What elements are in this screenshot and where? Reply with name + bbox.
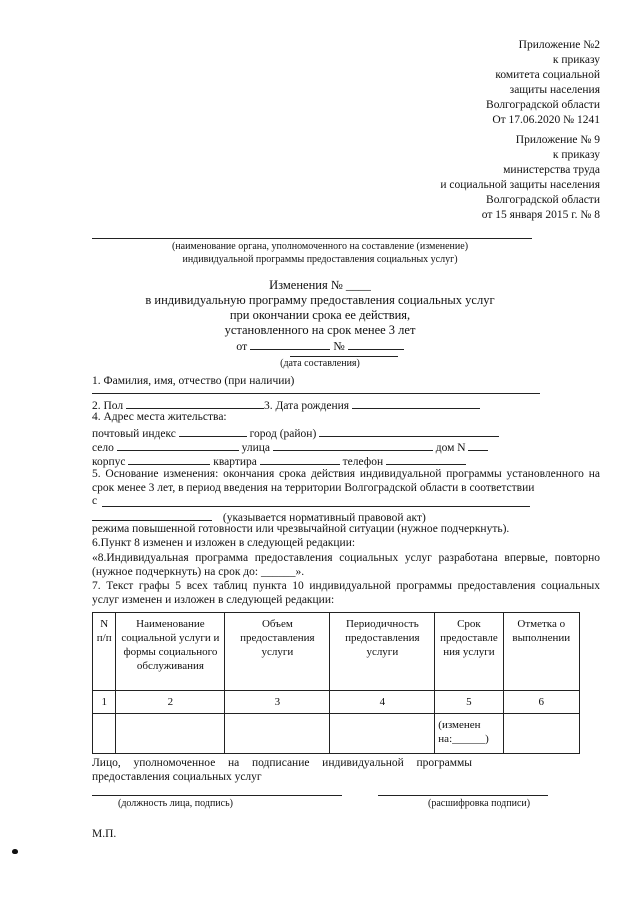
act-field[interactable] — [92, 509, 212, 521]
title-line: Изменения № ____ — [269, 278, 371, 292]
table-cell: 6 — [503, 691, 579, 714]
appendix-line: и социальной защиты населения — [440, 179, 600, 191]
bullet-mark — [12, 849, 18, 854]
changed-cell[interactable]: (изменен на:______) — [435, 714, 503, 754]
from-label: от — [236, 339, 248, 353]
act-row — [92, 509, 426, 524]
item-7-text: 7. Текст графы 5 всех таблиц пункта 10 индивидуальной программы предоставления социальных услуг изменен и изложен в следующей редакции: — [92, 580, 600, 606]
phone-label: телефон — [342, 456, 384, 468]
city-field[interactable] — [319, 425, 499, 437]
table-cell: 5 — [435, 691, 503, 714]
appendix-line: комитета социальной — [495, 69, 600, 81]
postcode-field[interactable] — [179, 425, 247, 437]
table-cell[interactable] — [225, 714, 330, 754]
appendix-line: министерства труда — [503, 164, 600, 176]
document-title — [0, 278, 640, 338]
sign-caption-right: (расшифровка подписи) — [428, 798, 531, 809]
appendix-9-block — [440, 133, 600, 223]
street-field[interactable] — [273, 439, 433, 451]
org-name-line[interactable] — [92, 238, 532, 239]
stamp-place: М.П. — [92, 828, 117, 840]
table-cell: 3 — [225, 691, 330, 714]
date-caption: (дата составления) — [280, 358, 360, 369]
table-header-cell: Срок предоставле ния услуги — [435, 613, 503, 691]
building-field[interactable] — [128, 453, 210, 465]
item-8-quote: «8.Индивидуальная программа предоставления социальных услуг разработана впервые, повторно (нужное подчеркнуть) на срок до: ______». — [92, 552, 600, 578]
title-line: при окончании срока ее действия, — [229, 308, 411, 322]
appendix-line: От 17.06.2020 № 1241 — [492, 114, 600, 126]
appendix-line: Приложение №2 — [518, 39, 600, 51]
birth-field[interactable] — [352, 397, 480, 409]
item-5-text: 5. Основание изменения: окончания срока действия индивидуальной программы установленного на срок менее 3 лет, в период введения на территории Волгоградской области в соответствии — [92, 468, 600, 494]
address-label: 4. Адрес места жительства: — [92, 411, 227, 423]
title-line: установленного на срок менее 3 лет — [224, 323, 416, 337]
house-field[interactable] — [468, 439, 488, 451]
appendix-line: от 15 января 2015 г. № 8 — [481, 209, 600, 221]
appendix-line: к приказу — [552, 149, 600, 161]
table-cell[interactable] — [330, 714, 435, 754]
birth-label: 3. Дата рождения — [264, 400, 350, 412]
date-number-row — [0, 338, 640, 354]
sex-field[interactable] — [126, 397, 264, 409]
table-header-cell: Наименование социальной услуги и формы социального обслуживания — [116, 613, 225, 691]
apartment-label: квартира — [213, 456, 257, 468]
act-caption: (указывается нормативный правовой акт) — [222, 512, 426, 524]
position-signature-line[interactable] — [92, 795, 342, 796]
signer-text: Лицо, уполномоченное на подписание индивидуальной программы предоставления социальных услуг — [92, 757, 472, 783]
number-field[interactable] — [348, 338, 404, 350]
table-header-cell: Объем предоставления услуги — [225, 613, 330, 691]
village-row — [92, 439, 488, 454]
fio-label: 1. Фамилия, имя, отчество (при наличии) — [92, 375, 295, 387]
date-field[interactable] — [250, 338, 330, 350]
org-caption-line: (наименование органа, уполномоченного на составление (изменение) — [171, 241, 469, 252]
number-sign: № — [333, 339, 345, 353]
table-cell[interactable] — [116, 714, 225, 754]
appendix-line: Волгоградской области — [486, 99, 600, 111]
date-composition-line[interactable] — [290, 356, 398, 357]
table-header-cell: Периодичность предоставления услуги — [330, 613, 435, 691]
item-6-text: 6.Пункт 8 изменен и изложен в следующей редакции: — [92, 537, 356, 549]
table-cell[interactable] — [93, 714, 116, 754]
village-field[interactable] — [117, 439, 239, 451]
signature-decoding-line[interactable] — [378, 795, 548, 796]
postcode-row — [92, 425, 499, 440]
postcode-label: почтовый индекс — [92, 428, 176, 440]
building-label: корпус — [92, 456, 126, 468]
village-label: село — [92, 442, 114, 454]
table-header-cell: N п/п — [93, 613, 116, 691]
regime-text: режима повышенной готовности или чрезвычайной ситуации (нужное подчеркнуть). — [92, 523, 510, 535]
sex-label: 2. Пол — [92, 400, 124, 412]
table-cell[interactable] — [503, 714, 579, 754]
item-5-c-label: с — [92, 495, 98, 507]
services-table — [92, 612, 580, 754]
sign-caption-left: (должность лица, подпись) — [118, 798, 233, 809]
building-row — [92, 453, 466, 468]
city-label: город (район) — [249, 428, 317, 440]
appendix-line: Волгоградской области — [486, 194, 600, 206]
appendix-2-block — [486, 38, 600, 128]
basis-line[interactable] — [102, 506, 530, 507]
apartment-field[interactable] — [260, 453, 340, 465]
org-caption-line: индивидуальной программы предоставления социальных услуг) — [182, 254, 458, 265]
table-cell: 4 — [330, 691, 435, 714]
org-caption — [0, 240, 640, 266]
title-line: в индивидуальную программу предоставления социальных услуг — [145, 293, 495, 307]
table-cell: 2 — [116, 691, 225, 714]
sex-birth-row — [92, 397, 480, 412]
phone-field[interactable] — [386, 453, 466, 465]
fio-line[interactable] — [92, 393, 540, 394]
table-number-row — [93, 691, 580, 714]
table-header-cell: Отметка о выполнении — [503, 613, 579, 691]
appendix-line: защиты населения — [509, 84, 600, 96]
appendix-line: к приказу — [552, 54, 600, 66]
house-label: дом N — [435, 442, 466, 454]
street-label: улица — [241, 442, 270, 454]
table-cell: 1 — [93, 691, 116, 714]
table-header-row — [93, 613, 580, 691]
table-row — [93, 714, 580, 754]
appendix-line: Приложение № 9 — [515, 134, 600, 146]
